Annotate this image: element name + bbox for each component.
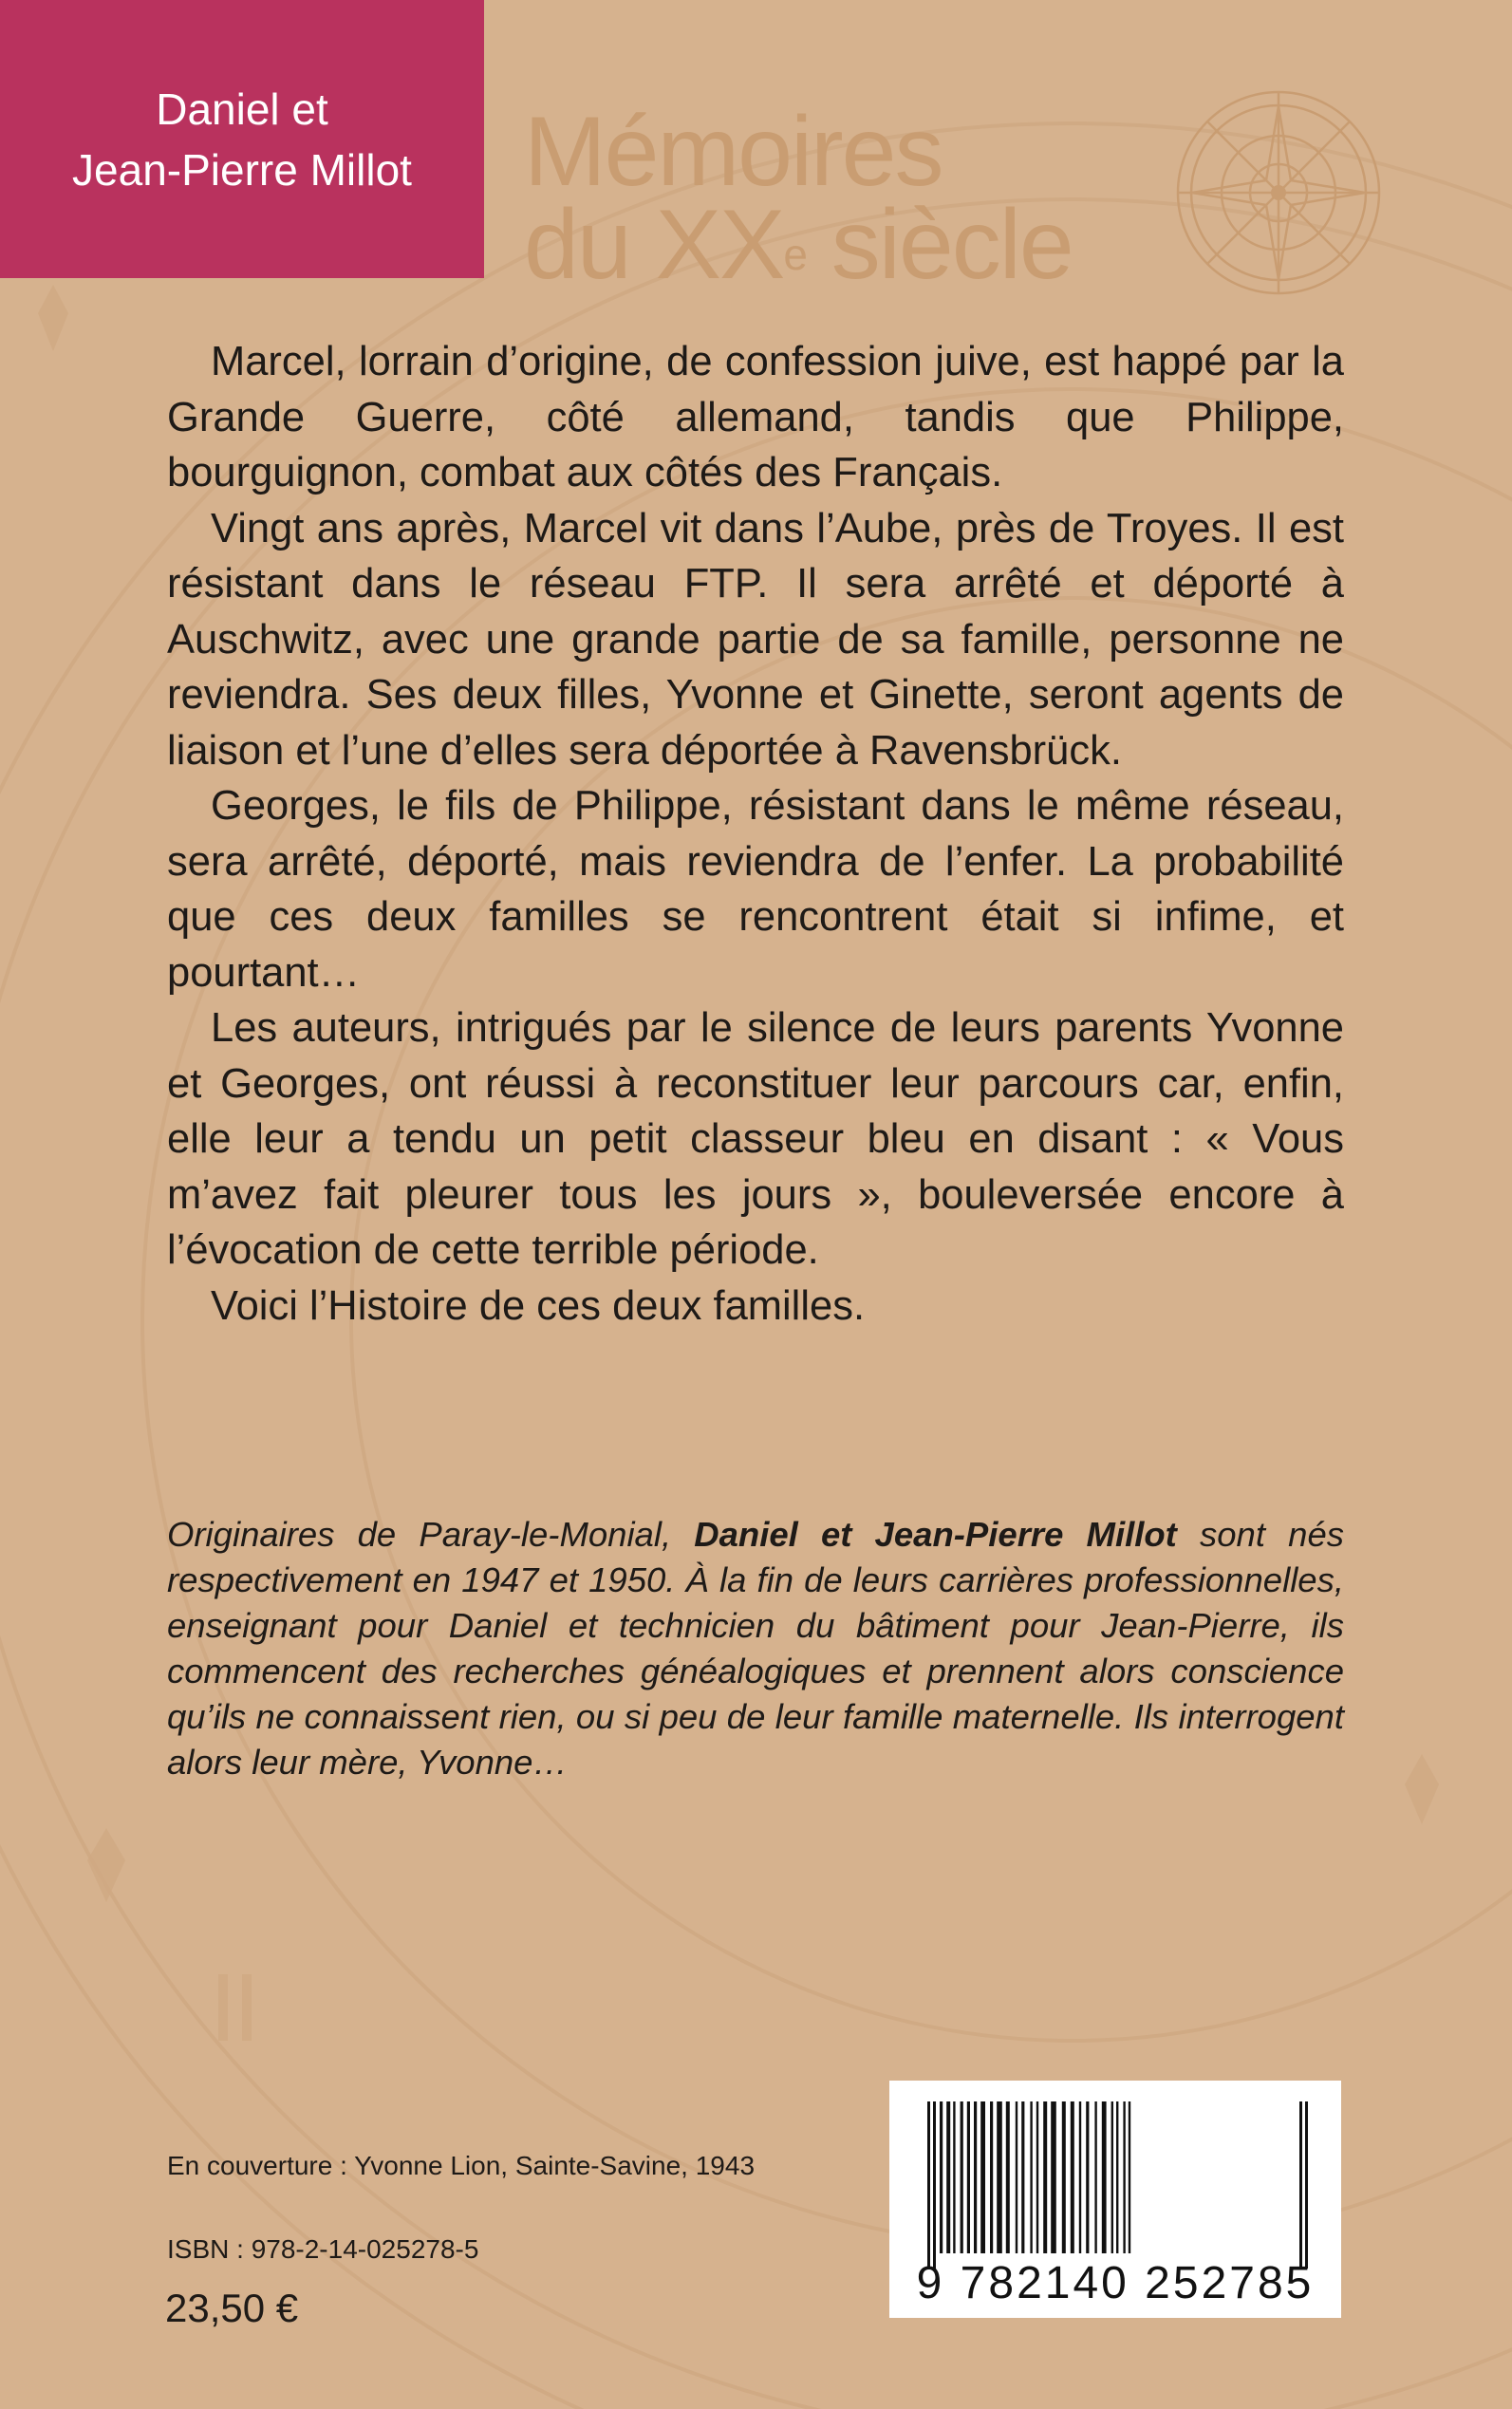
blurb-paragraph: Vingt ans après, Marcel vit dans l’Aube, près de Troyes. Il est résistant dans le réseau FTP. Il sera arrêté et déporté à Auschwitz, avec une grande partie de sa famille, personne ne reviendra. Ses deux filles, Yvonne et Ginette, seront agents de liaison et l’une d’elles sera déportée à Ravensbrück. [167,505,1344,774]
blurb [167,334,1344,1334]
blurb-paragraph: Les auteurs, intrigués par le silence de leurs parents Yvonne et Georges, ont réussi à reconstituer leur parcours car, enfin, elle leur a tendu un petit classeur bleu en disant : « Vous m’avez fait pleurer tous les jours », bouleversée encore à l’évocation de cette terrible période. [167,1005,1344,1273]
barcode-bar [1102,2101,1107,2253]
barcode-bar [1036,2101,1038,2253]
barcode-bar [1299,2101,1302,2269]
barcode-bar [1116,2101,1118,2253]
barcode-bar [974,2101,977,2253]
barcode-bar [1062,2101,1066,2253]
bio-before: Originaires de Paray-le-Monial, [167,1515,695,1554]
price: 23,50 € [165,2286,299,2330]
series-prefix: du XX [524,190,784,300]
author-box [0,0,484,278]
barcode-bar [1123,2101,1125,2253]
isbn: ISBN : 978-2-14-025278-5 [167,2234,479,2264]
barcode-digits: 9 782140 252785 [916,2258,1315,2308]
cover-credit: En couverture : Yvonne Lion, Sainte-Savine, 1943 [167,2151,756,2180]
series-superscript: e [783,230,806,279]
compass-rose-icon [1173,87,1384,298]
series-title [524,97,1073,300]
barcode-bar [1079,2101,1081,2253]
blurb-paragraph: Marcel, lorrain d’origine, de confession juive, est happé par la Grande Guerre, côté allemand, tandis que Philippe, bourguignon, combat aux côtés des Français. [167,339,1344,495]
barcode-bar [1051,2101,1056,2253]
barcode-bar [1071,2101,1074,2253]
barcode-bar [1111,2101,1113,2253]
barcode-bar [990,2101,993,2253]
barcode-bar [1030,2101,1032,2253]
barcode [889,2081,1341,2318]
barcode-bar [1006,2101,1010,2253]
barcode-bar [1094,2101,1096,2253]
barcode-bar [933,2101,936,2269]
bio-after: sont nés respectivement en 1947 et 1950. À la fin de leurs carrières professionnelles, enseignant pour Daniel et technicien du bâtiment pour Jean-Pierre, ils commencent des recherches généalogiques et prennent alors conscience qu’ils ne connaissent rien, ou si peu de leur famille maternelle. Ils interrogent alors leur mère, Yvonne… [167,1515,1344,1782]
author-bio [167,1512,1344,1785]
author-bio-text [167,1512,1344,1785]
barcode-bar [980,2101,985,2253]
barcode-bar [1016,2101,1017,2253]
blurb-paragraph: Georges, le fils de Philippe, résistant dans le même réseau, sera arrêté, déporté, mais reviendra de l’enfer. La probabilité que ces deux familles se rencontrent était si infime, et pourtant… [167,783,1344,996]
barcode-bar [1043,2101,1047,2253]
barcode-bar [961,2101,963,2253]
series-title-line-2 [524,190,1073,300]
barcode-bar [1305,2101,1308,2269]
barcode-bar [1129,2101,1130,2253]
barcode-bar [967,2101,970,2253]
barcode-bar [927,2101,930,2269]
barcode-bar [946,2101,950,2253]
barcode-bar [953,2101,955,2253]
barcode-bar [1086,2101,1089,2253]
barcode-bar [940,2101,943,2253]
series-suffix: siècle [805,190,1073,300]
series-title-line-1: Mémoires [524,97,943,207]
blurb-paragraph: Voici l’Histoire de ces deux familles. [211,1282,866,1329]
author-line-2: Jean-Pierre Millot [72,144,412,195]
author-line-1: Daniel et [156,84,328,134]
bio-author-names: Daniel et Jean-Pierre Millot [694,1515,1177,1554]
barcode-bar [997,2101,1002,2253]
barcode-bar [1021,2101,1024,2253]
